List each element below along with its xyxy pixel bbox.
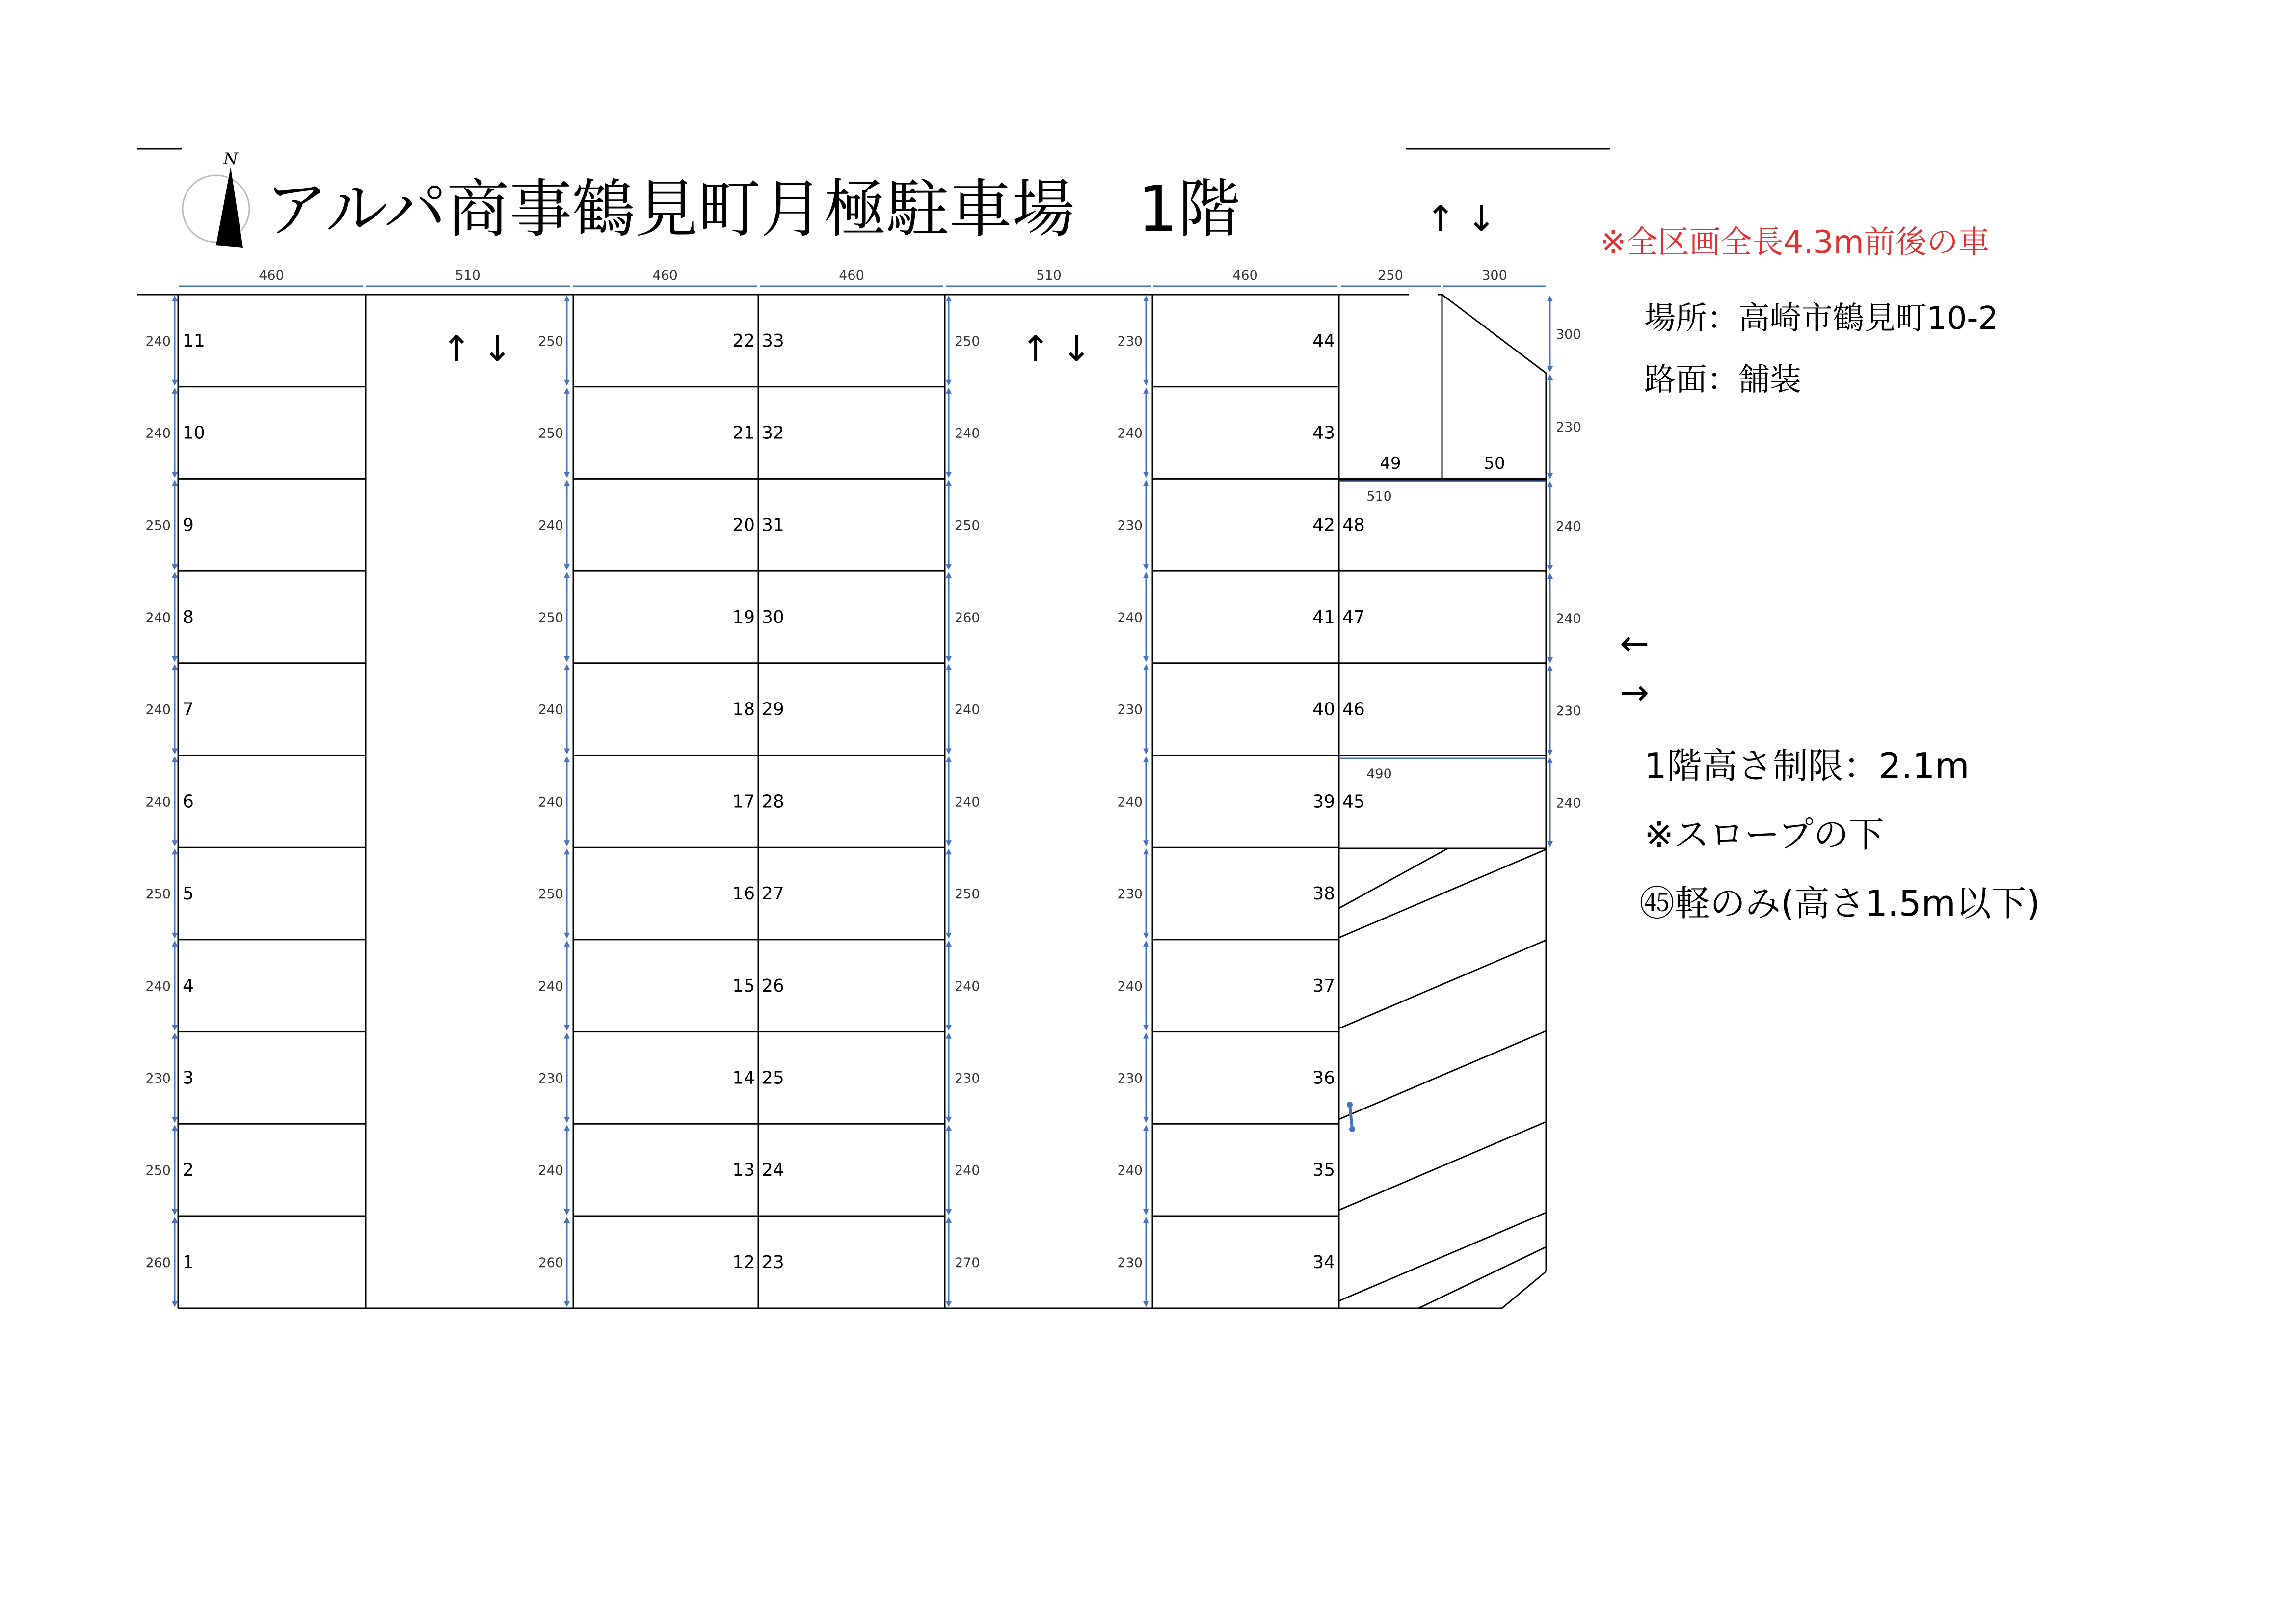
stall-23: 23: [762, 1252, 784, 1272]
dim-row-aisle2-arrowhead: [946, 848, 952, 854]
dim-row-c4-label: 240: [1117, 978, 1143, 994]
dim-row-c2-label: 240: [538, 1163, 563, 1179]
dim-row-c2-arrowhead: [564, 572, 570, 578]
dim-row-c2-arrowhead: [564, 564, 570, 570]
stalls-layer: [178, 331, 1546, 1272]
dim-row-aisle2-arrowhead: [946, 480, 952, 486]
stall-35: 35: [1312, 1160, 1335, 1181]
dim-aisle2: 510: [1036, 268, 1062, 283]
dim-row-aisle2-arrowhead: [946, 1117, 952, 1123]
dim-row-c4-arrowhead: [1143, 848, 1149, 854]
dim-row-c4-arrowhead: [1143, 933, 1149, 939]
note-vehicle-length: ※全区画全長4.3m前後の車: [1600, 224, 1990, 261]
dim-row-c6-label: 230: [1556, 420, 1581, 435]
dim-row-c2-label: 250: [538, 887, 563, 902]
dim-row-c4-label: 240: [1117, 426, 1143, 441]
dim-row-c1-arrowhead: [172, 840, 178, 846]
dim-sub-50: 50: [1484, 454, 1505, 473]
stall-42: 42: [1312, 515, 1335, 536]
stall-33: 33: [762, 330, 784, 351]
dim-row-c6-label: 230: [1556, 703, 1581, 719]
column-width-dims: [179, 268, 1546, 286]
dim-sub-49: 49: [1380, 454, 1401, 473]
note-location: 場所：高崎市鶴見町10-2: [1644, 300, 1999, 337]
note-under-slope: ※スロープの下: [1644, 814, 1884, 855]
dim-row-aisle2-arrowhead: [946, 840, 952, 846]
dim-row-c4-arrowhead: [1143, 664, 1149, 670]
dim-row-c2-arrowhead: [564, 380, 570, 386]
stall-28: 28: [762, 791, 784, 812]
dim-row-aisle2-arrowhead: [946, 1209, 952, 1215]
stall-5: 5: [183, 884, 194, 904]
dim-row-c1-label: 240: [145, 333, 171, 349]
stall-32: 32: [762, 423, 784, 443]
stall-30: 30: [762, 607, 784, 627]
dim-row-c4-arrowhead: [1143, 1301, 1149, 1307]
stall-7: 7: [183, 699, 194, 720]
stall-16: 16: [732, 884, 755, 904]
dim-row-c2-arrowhead: [564, 480, 570, 486]
dim-row-c1-arrowhead: [172, 656, 178, 662]
dim-row-c1-arrowhead: [172, 1033, 178, 1039]
stall-46: 46: [1342, 699, 1365, 720]
dim-row-c1-label: 250: [145, 518, 171, 534]
dim-row-c1-arrowhead: [172, 749, 178, 755]
dim-row-c1-label: 260: [145, 1255, 171, 1271]
dim-row-aisle2-arrowhead: [946, 572, 952, 578]
dim-row-c2-arrowhead: [564, 933, 570, 939]
dim-col6: 300: [1482, 268, 1507, 283]
dim-row-c6-arrowhead: [1547, 374, 1553, 380]
dim-row-c1-arrowhead: [172, 1025, 178, 1031]
dim-row-aisle2-label: 250: [955, 333, 980, 349]
aisle1-arrows: ↑ ↓: [442, 328, 512, 369]
dim-row-c1-label: 240: [145, 610, 171, 625]
compass: [183, 149, 249, 248]
north-arrow-icon: [216, 167, 243, 248]
dim-row-c1-arrowhead: [172, 564, 178, 570]
dim-row-aisle2-arrowhead: [946, 1025, 952, 1031]
dim-row-c6-arrowhead: [1547, 366, 1553, 372]
dim-row-c2-label: 230: [538, 1071, 563, 1086]
dim-row-c1-arrowhead: [172, 757, 178, 762]
stall-2: 2: [183, 1160, 194, 1181]
dim-row-c4-label: 240: [1117, 610, 1143, 625]
dim-row-c1-label: 240: [145, 702, 171, 718]
dim-row-c1-label: 230: [145, 1071, 171, 1086]
dim-row-c1-arrowhead: [172, 664, 178, 670]
stall-31: 31: [762, 515, 784, 536]
stall-45: 45: [1342, 791, 1365, 812]
dim-row-c4-arrowhead: [1143, 1033, 1149, 1039]
stall-12: 12: [732, 1252, 755, 1272]
dim-row-c6-arrowhead: [1547, 296, 1553, 301]
stall-17: 17: [732, 791, 755, 812]
stall-6: 6: [183, 791, 194, 812]
dim-row-c6-arrowhead: [1547, 573, 1553, 579]
stall-21: 21: [732, 423, 755, 443]
slope-hatch: [1339, 848, 1546, 1308]
dim-row-c4-arrowhead: [1143, 564, 1149, 570]
stall-24: 24: [762, 1160, 784, 1181]
dim-row-aisle2-label: 240: [955, 978, 980, 994]
dim-row-aisle2-arrowhead: [946, 664, 952, 670]
stall-3: 3: [183, 1068, 194, 1088]
dim-row-c2-arrowhead: [564, 840, 570, 846]
dim-row-c4-arrowhead: [1143, 1217, 1149, 1223]
stall-18: 18: [732, 699, 755, 720]
dim-row-c1-label: 250: [145, 887, 171, 902]
dim-row-c1-arrowhead: [172, 1125, 178, 1131]
stall-11: 11: [183, 330, 205, 351]
dim-row-aisle2-arrowhead: [946, 1301, 952, 1307]
dim-row-c1-arrowhead: [172, 1301, 178, 1307]
note-kei-only: ㊺軽のみ(高さ1.5m以下): [1639, 883, 2040, 924]
dim-row-c6-arrowhead: [1547, 750, 1553, 756]
dim-row-c2-label: 250: [538, 426, 563, 441]
dim-row-c4-arrowhead: [1143, 572, 1149, 578]
dim-row-c1-label: 250: [145, 1163, 171, 1179]
dim-row-aisle2-label: 240: [955, 1163, 980, 1179]
stall-10: 10: [183, 423, 205, 443]
dim-row-c1-arrowhead: [172, 848, 178, 854]
dim-row-aisle2-arrowhead: [946, 1217, 952, 1223]
dim-row-c6-arrowhead: [1547, 481, 1553, 487]
stall-13: 13: [732, 1160, 755, 1181]
dim-row-c6-label: 240: [1556, 795, 1581, 811]
dim-row-aisle2-arrowhead: [946, 749, 952, 755]
dim-row-c6-label: 240: [1556, 519, 1581, 535]
dim-row-c4-arrowhead: [1143, 1025, 1149, 1031]
dim-row-c4-label: 230: [1117, 1071, 1143, 1086]
dim-row-c6-arrowhead: [1547, 757, 1553, 763]
dim-row-c2-arrowhead: [564, 1125, 570, 1131]
dim-row-c4-arrowhead: [1143, 656, 1149, 662]
dim-col2: 460: [652, 268, 678, 283]
dim-row-c4-arrowhead: [1143, 472, 1149, 478]
dim-row-c4-arrowhead: [1143, 1125, 1149, 1131]
dim-row-c1-arrowhead: [172, 1117, 178, 1123]
dim-row-c4-label: 230: [1117, 887, 1143, 902]
stall-36: 36: [1312, 1068, 1335, 1088]
stall-8: 8: [183, 607, 194, 627]
stall-37: 37: [1312, 975, 1335, 996]
dim-row-c4-label: 230: [1117, 333, 1143, 349]
stall-39: 39: [1312, 791, 1335, 812]
dim-row-aisle2-arrowhead: [946, 1033, 952, 1039]
dim-row-c2-arrowhead: [564, 664, 570, 670]
dim-row-c4-arrowhead: [1143, 749, 1149, 755]
dim-row-c4-label: 230: [1117, 518, 1143, 534]
dim-row-c1-arrowhead: [172, 472, 178, 478]
dim-row-c1-arrowhead: [172, 480, 178, 486]
side-arrow-right: →: [1620, 672, 1650, 713]
dim-row-c4-arrowhead: [1143, 480, 1149, 486]
dim-row-aisle2-label: 250: [955, 887, 980, 902]
dim-row-c6-arrowhead: [1547, 841, 1553, 847]
dim-row-c4-arrowhead: [1143, 380, 1149, 386]
dim-row-aisle2-arrowhead: [946, 1125, 952, 1131]
dim-row-c1-arrowhead: [172, 296, 178, 301]
dim-row-c4-arrowhead: [1143, 296, 1149, 301]
dim-row-c1-label: 240: [145, 794, 171, 810]
dim-row-c2-label: 260: [538, 1255, 563, 1271]
dim-row-c4-label: 230: [1117, 1255, 1143, 1271]
dim-row-aisle2-label: 270: [955, 1255, 980, 1271]
stall-4: 4: [183, 975, 194, 996]
dim-row-c6-arrowhead: [1547, 657, 1553, 663]
dim-col4: 460: [1232, 268, 1258, 283]
dim-row-c4-arrowhead: [1143, 1209, 1149, 1215]
stall-15: 15: [732, 975, 755, 996]
dim-row-c2-arrowhead: [564, 656, 570, 662]
dim-width-490: 490: [1366, 766, 1392, 782]
compass-label: N: [223, 149, 238, 169]
dim-row-c4-arrowhead: [1143, 1117, 1149, 1123]
dim-row-c1-arrowhead: [172, 388, 178, 394]
dim-row-aisle2-arrowhead: [946, 656, 952, 662]
entrance-arrows: ↑ ↓: [1426, 198, 1496, 239]
dim-row-c2-label: 240: [538, 702, 563, 718]
dim-row-c2-arrowhead: [564, 472, 570, 478]
dim-row-aisle2-arrowhead: [946, 380, 952, 386]
dim-row-aisle2-arrowhead: [946, 941, 952, 947]
dim-row-c2-label: 240: [538, 794, 563, 810]
dim-row-c2-label: 240: [538, 518, 563, 534]
dim-row-c6-arrowhead: [1547, 473, 1553, 479]
dim-row-c4-arrowhead: [1143, 840, 1149, 846]
side-arrow-left: ←: [1620, 622, 1650, 664]
dim-row-c1-arrowhead: [172, 380, 178, 386]
stall-14: 14: [732, 1068, 755, 1088]
dim-row-c1-arrowhead: [172, 1217, 178, 1223]
dim-row-c1-label: 240: [145, 426, 171, 441]
dim-row-aisle2-label: 260: [955, 610, 980, 625]
dim-row-aisle2-arrowhead: [946, 757, 952, 762]
dim-row-c2-arrowhead: [564, 1217, 570, 1223]
stall-25: 25: [762, 1068, 784, 1088]
dim-width-510: 510: [1366, 489, 1392, 504]
dim-col3: 460: [839, 268, 864, 283]
dim-row-c2-arrowhead: [564, 848, 570, 854]
dim-row-c2-label: 250: [538, 610, 563, 625]
dim-row-aisle2-label: 230: [955, 1071, 980, 1086]
column-lines: [178, 295, 1546, 1308]
dim-row-aisle2-label: 240: [955, 702, 980, 718]
dim-row-aisle2-arrowhead: [946, 564, 952, 570]
dim-row-c2-arrowhead: [564, 941, 570, 947]
dim-row-c4-label: 240: [1117, 794, 1143, 810]
dim-row-c6-arrowhead: [1547, 565, 1553, 571]
page-title: アルパ商事鶴見町月極駐車場 1階: [265, 173, 1241, 246]
dim-row-c2-arrowhead: [564, 296, 570, 301]
stall-26: 26: [762, 975, 784, 996]
stall-1: 1: [183, 1252, 194, 1272]
dim-row-aisle2-label: 240: [955, 794, 980, 810]
stall-9: 9: [183, 515, 194, 536]
dim-row-c2-arrowhead: [564, 749, 570, 755]
dim-row-c2-arrowhead: [564, 1025, 570, 1031]
dim-row-c2-arrowhead: [564, 1033, 570, 1039]
stall-47: 47: [1342, 607, 1365, 627]
dim-aisle1: 510: [455, 268, 481, 283]
dim-row-c2-arrowhead: [564, 1301, 570, 1307]
dim-row-c2-label: 240: [538, 978, 563, 994]
stall-22: 22: [732, 330, 755, 351]
dim-row-c2-arrowhead: [564, 388, 570, 394]
dim-row-aisle2-label: 240: [955, 426, 980, 441]
aisle2-arrows: ↑ ↓: [1021, 328, 1092, 369]
dim-row-c2-arrowhead: [564, 1209, 570, 1215]
dim-col5: 250: [1378, 268, 1403, 283]
slope-marker: [1347, 1102, 1355, 1132]
dim-row-c1-arrowhead: [172, 933, 178, 939]
dim-row-c6-arrowhead: [1547, 665, 1553, 671]
dim-col1: 460: [259, 268, 284, 283]
dim-row-aisle2-label: 250: [955, 518, 980, 534]
note-height-limit: 1階高さ制限：2.1m: [1644, 745, 1970, 786]
stall-19: 19: [732, 607, 755, 627]
stall-20: 20: [732, 515, 755, 536]
dim-row-c1-arrowhead: [172, 941, 178, 947]
stall-48: 48: [1342, 515, 1365, 536]
stall-41: 41: [1312, 607, 1335, 627]
stall-29: 29: [762, 699, 784, 720]
stall-27: 27: [762, 884, 784, 904]
dim-row-c4-arrowhead: [1143, 757, 1149, 762]
dim-row-c1-arrowhead: [172, 572, 178, 578]
dim-row-c4-label: 230: [1117, 702, 1143, 718]
dim-row-aisle2-arrowhead: [946, 933, 952, 939]
dim-row-aisle2-arrowhead: [946, 388, 952, 394]
dim-row-c6-label: 240: [1556, 611, 1581, 626]
dim-row-c2-arrowhead: [564, 1117, 570, 1123]
stall-34: 34: [1312, 1252, 1335, 1272]
stall-40: 40: [1312, 699, 1335, 720]
stall-43: 43: [1312, 423, 1335, 443]
row-dims-layer: [145, 296, 1581, 1307]
dim-row-c1-label: 240: [145, 978, 171, 994]
stall-38: 38: [1312, 884, 1335, 904]
dim-row-aisle2-arrowhead: [946, 296, 952, 301]
dim-row-c2-label: 250: [538, 333, 563, 349]
dim-row-c1-arrowhead: [172, 1209, 178, 1215]
dim-row-c4-arrowhead: [1143, 941, 1149, 947]
stall-44: 44: [1312, 330, 1335, 351]
dim-row-aisle2-arrowhead: [946, 472, 952, 478]
note-surface: 路面：舗装: [1644, 362, 1801, 398]
dim-row-c4-arrowhead: [1143, 388, 1149, 394]
dim-row-c6-label: 300: [1556, 327, 1581, 342]
dim-row-c2-arrowhead: [564, 757, 570, 762]
dim-row-c4-label: 240: [1117, 1163, 1143, 1179]
